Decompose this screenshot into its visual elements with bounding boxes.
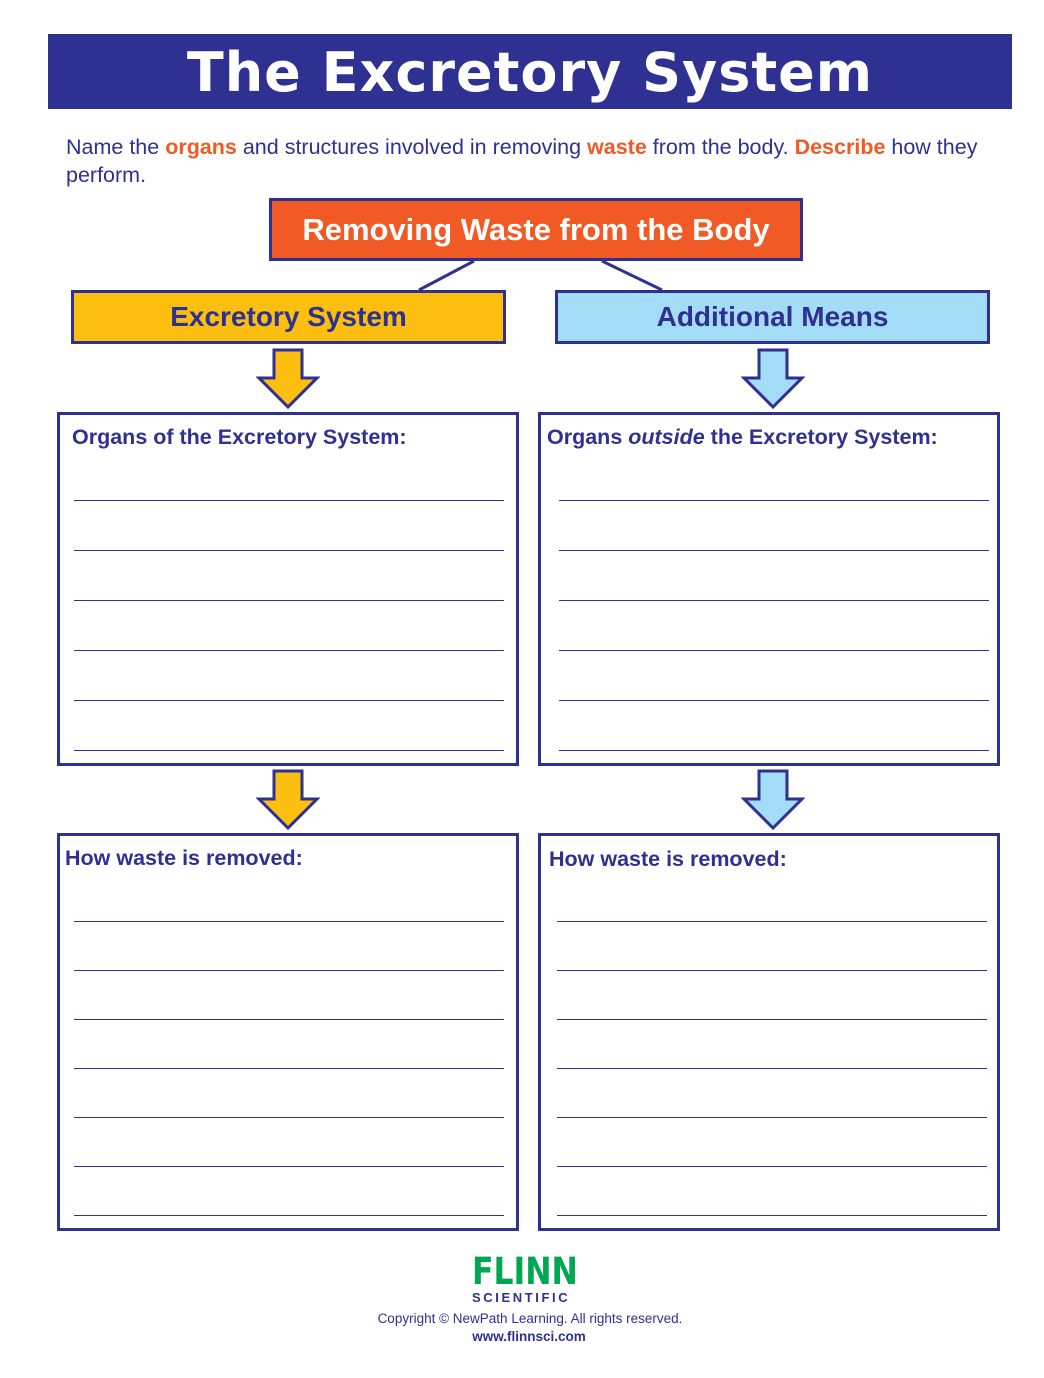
answer-line[interactable] <box>557 1019 987 1020</box>
answer-line[interactable] <box>74 700 504 701</box>
highlight-organs: organs <box>165 135 237 159</box>
arrow-down-icon <box>256 348 320 410</box>
answer-line[interactable] <box>557 1215 987 1216</box>
arrow-down-icon <box>741 348 805 410</box>
panel-organs-outside <box>538 412 1000 766</box>
answer-line[interactable] <box>557 921 987 922</box>
category-excretory-system: Excretory System <box>71 290 506 344</box>
panel-heading-emphasis: outside <box>628 425 705 449</box>
answer-line[interactable] <box>559 600 989 601</box>
connector-left <box>419 261 474 290</box>
answer-line[interactable] <box>74 1166 504 1167</box>
panel-heading: How waste is removed: <box>549 847 787 871</box>
panel-organs-excretory <box>57 412 519 766</box>
instructions-text: how they perform. <box>66 135 978 187</box>
panel-heading: How waste is removed: <box>65 846 303 870</box>
connector-right <box>602 261 662 290</box>
arrow-down-icon <box>741 769 805 831</box>
answer-line[interactable] <box>559 650 989 651</box>
category-additional-means: Additional Means <box>555 290 990 344</box>
flinn-logo: FLINN <box>472 1250 578 1293</box>
answer-line[interactable] <box>559 500 989 501</box>
answer-line[interactable] <box>74 1019 504 1020</box>
copyright-notice: Copyright © NewPath Learning. All rights reserved. <box>377 1311 683 1326</box>
highlight-describe: Describe <box>794 135 886 159</box>
flinn-logo-subtitle: SCIENTIFIC <box>472 1290 571 1305</box>
answer-line[interactable] <box>559 550 989 551</box>
answer-line[interactable] <box>74 921 504 922</box>
panel-heading-text: the Excretory System: <box>704 425 938 449</box>
answer-line[interactable] <box>559 700 989 701</box>
answer-line[interactable] <box>74 500 504 501</box>
answer-line[interactable] <box>559 750 989 751</box>
instructions-text: from the body. <box>646 135 795 159</box>
instructions-text: Name the <box>66 135 166 159</box>
answer-line[interactable] <box>74 750 504 751</box>
headline-box: Removing Waste from the Body <box>269 198 803 261</box>
answer-line[interactable] <box>74 650 504 651</box>
answer-line[interactable] <box>557 1068 987 1069</box>
panel-heading-text: Organs <box>547 425 629 449</box>
website-link[interactable]: www.flinnsci.com <box>472 1329 586 1344</box>
answer-line[interactable] <box>557 1166 987 1167</box>
answer-line[interactable] <box>74 1117 504 1118</box>
answer-line[interactable] <box>74 600 504 601</box>
panel-heading <box>547 425 938 450</box>
answer-line[interactable] <box>74 970 504 971</box>
highlight-waste: waste <box>587 135 647 159</box>
page-title: The Excretory System <box>186 41 874 104</box>
instructions <box>66 133 1016 189</box>
panel-how-waste-removed-excretory <box>57 833 519 1231</box>
panel-how-waste-removed-additional <box>538 833 1000 1231</box>
answer-line[interactable] <box>557 970 987 971</box>
panel-heading: Organs of the Excretory System: <box>72 425 407 449</box>
answer-line[interactable] <box>557 1117 987 1118</box>
answer-line[interactable] <box>74 1215 504 1216</box>
instructions-text: and structures involved in removing <box>236 135 588 159</box>
answer-line[interactable] <box>74 1068 504 1069</box>
arrow-down-icon <box>256 769 320 831</box>
answer-line[interactable] <box>74 550 504 551</box>
